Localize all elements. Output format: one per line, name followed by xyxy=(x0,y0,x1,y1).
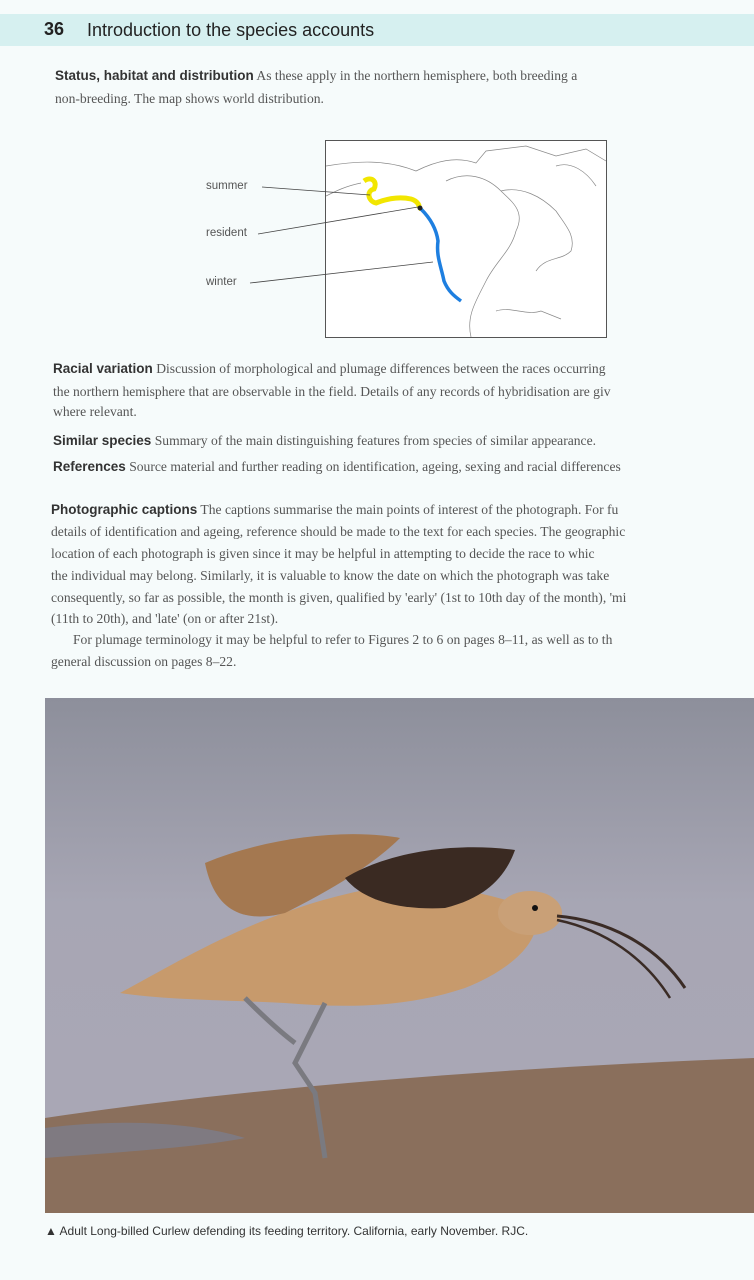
references-line xyxy=(53,459,621,475)
map-label-winter: winter xyxy=(206,276,237,288)
page-number: 36 xyxy=(44,19,65,39)
references-heading: References xyxy=(53,459,126,474)
captions-line-3: location of each photograph is given since it may be helpful in attempting to decide the race to whic xyxy=(51,546,595,561)
captions-line-4: the individual may belong. Similarly, it is valuable to know the date on which the photograph was take xyxy=(51,568,610,583)
racial-line-1 xyxy=(53,361,606,377)
similar-heading: Similar species xyxy=(53,433,152,448)
map-label-resident: resident xyxy=(206,227,247,239)
page-title: Introduction to the species accounts xyxy=(87,20,375,40)
text: Summary of the main distinguishing features from species of similar appearance. xyxy=(154,433,597,448)
captions-line-6: (11th to 20th), and 'late' (on or after 21st). xyxy=(51,611,279,626)
status-line-2: non-breeding. The map shows world distribution. xyxy=(55,91,324,106)
plumage-line-2: general discussion on pages 8–22. xyxy=(51,654,237,669)
map-leader-lines xyxy=(0,0,754,340)
photo-caption: ▲ Adult Long-billed Curlew defending its feeding territory. California, early November. RJC. xyxy=(45,1224,529,1238)
captions-heading: Photographic captions xyxy=(51,502,198,517)
plumage-line-1: For plumage terminology it may be helpful to refer to Figures 2 to 6 on pages 8–11, as well as to th xyxy=(73,632,613,647)
text: Source material and further reading on identification, ageing, sexing and racial differences xyxy=(129,459,621,474)
captions-line-1 xyxy=(51,502,618,518)
captions-line-2: details of identification and ageing, reference should be made to the text for each species. The geographic xyxy=(51,524,626,539)
map-label-summer: summer xyxy=(206,180,248,192)
status-heading: Status, habitat and distribution xyxy=(55,68,254,83)
text: As these apply in the northern hemisphere, both breeding a xyxy=(256,68,578,83)
similar-line xyxy=(53,433,596,449)
racial-heading: Racial variation xyxy=(53,361,153,376)
racial-line-3: where relevant. xyxy=(53,404,137,419)
curlew-photo xyxy=(45,698,754,1213)
captions-line-5: consequently, so far as possible, the month is given, qualified by 'early' (1st to 10th day of the month), 'mi xyxy=(51,590,627,605)
text: Discussion of morphological and plumage differences between the races occurring xyxy=(156,361,606,376)
racial-line-2: the northern hemisphere that are observable in the field. Details of any records of hybridisation are giv xyxy=(53,384,611,399)
text: The captions summarise the main points of interest of the photograph. For fu xyxy=(200,502,619,517)
